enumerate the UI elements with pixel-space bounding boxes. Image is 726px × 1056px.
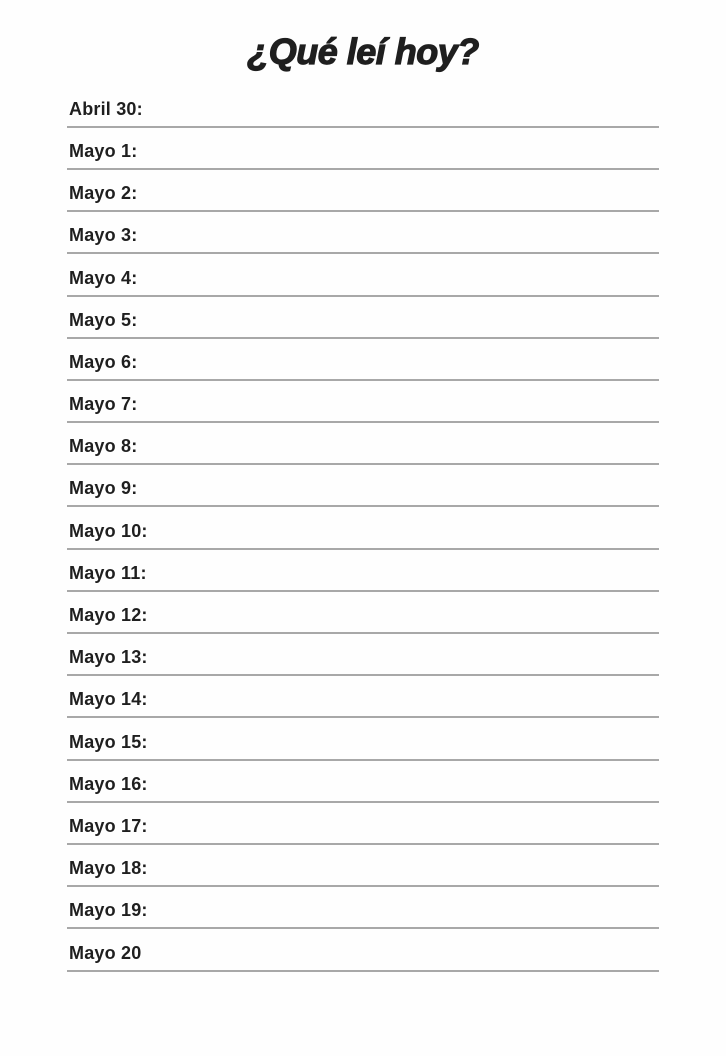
entry-write-line [147, 550, 659, 590]
entry-label: Mayo 6: [69, 351, 138, 372]
entry-write-line [148, 803, 659, 843]
entry-row [67, 86, 659, 128]
entry-write-line [148, 718, 659, 758]
entry-row [67, 423, 659, 465]
entry-write-line [137, 339, 659, 379]
entries-list [67, 86, 659, 972]
entry-write-line [137, 254, 659, 294]
entry-write-line [137, 128, 659, 168]
worksheet-page [0, 32, 726, 1056]
entry-row [67, 507, 659, 549]
entry-label: Mayo 12: [69, 605, 148, 626]
entry-write-line [148, 507, 659, 547]
entry-label: Mayo 16: [69, 773, 148, 794]
entry-label: Mayo 17: [69, 815, 148, 836]
entry-label: Mayo 19: [69, 900, 148, 921]
entry-write-line [148, 887, 659, 927]
entry-label: Mayo 15: [69, 731, 148, 752]
entry-write-line [148, 592, 659, 632]
entry-write-line [137, 212, 659, 252]
entry-write-line [143, 86, 659, 126]
entry-write-line [141, 929, 659, 969]
entry-label: Mayo 2: [69, 183, 138, 204]
entry-label: Mayo 11: [69, 562, 147, 583]
entry-row [67, 803, 659, 845]
page-title: ¿Qué leí hoy? [247, 31, 479, 72]
entry-label: Mayo 9: [69, 478, 138, 499]
entry-label: Mayo 4: [69, 267, 138, 288]
entry-label: Abril 30: [69, 98, 143, 119]
entry-label: Mayo 3: [69, 225, 138, 246]
entry-write-line [148, 676, 659, 716]
entry-row [67, 550, 659, 592]
entry-row [67, 761, 659, 803]
entry-label: Mayo 18: [69, 858, 148, 879]
entry-row [67, 634, 659, 676]
entry-row [67, 845, 659, 887]
entry-write-line [137, 423, 659, 463]
entry-row [67, 381, 659, 423]
entry-write-line [148, 761, 659, 801]
entry-row [67, 297, 659, 339]
entry-row [67, 339, 659, 381]
entry-row [67, 128, 659, 170]
entry-row [67, 212, 659, 254]
entry-row [67, 465, 659, 507]
entry-label: Mayo 14: [69, 689, 148, 710]
entry-write-line [148, 845, 659, 885]
entry-label: Mayo 8: [69, 436, 138, 457]
entry-label: Mayo 5: [69, 309, 138, 330]
entry-row [67, 887, 659, 929]
entry-row [67, 718, 659, 760]
entry-write-line [137, 465, 659, 505]
entry-row [67, 254, 659, 296]
entry-row [67, 170, 659, 212]
entry-row [67, 676, 659, 718]
entry-row [67, 592, 659, 634]
entry-write-line [137, 381, 659, 421]
entry-row [67, 929, 659, 971]
entry-label: Mayo 10: [69, 520, 148, 541]
entry-write-line [137, 170, 659, 210]
entry-write-line [148, 634, 659, 674]
entry-write-line [137, 297, 659, 337]
entry-label: Mayo 1: [69, 140, 138, 161]
entry-label: Mayo 20 [69, 942, 142, 963]
entry-label: Mayo 13: [69, 647, 148, 668]
entry-label: Mayo 7: [69, 394, 138, 415]
